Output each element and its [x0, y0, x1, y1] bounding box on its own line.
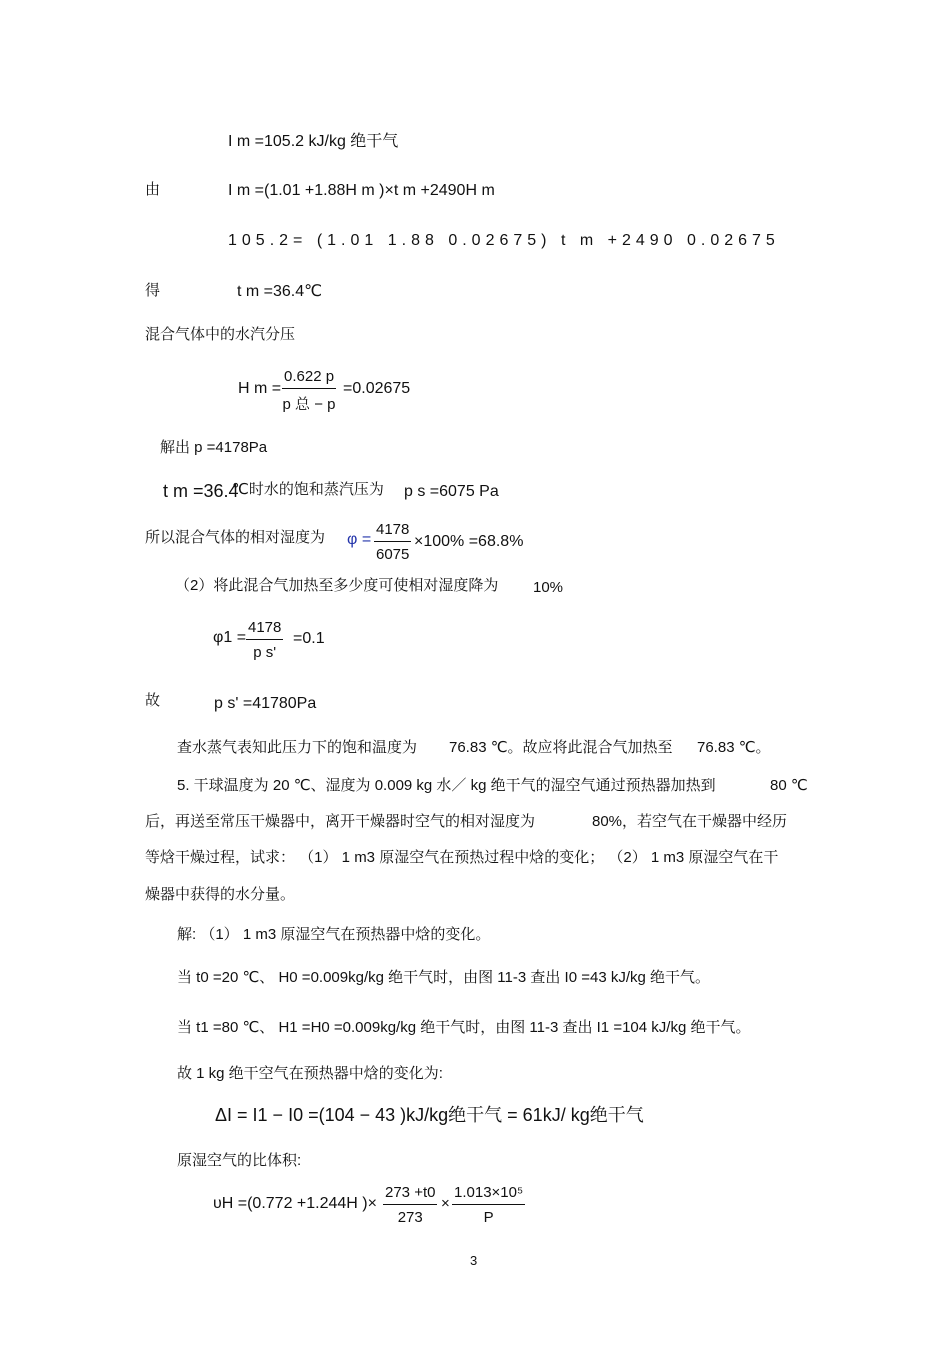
lookup-a: 查水蒸气表知此压力下的饱和温度为 [177, 739, 418, 756]
lookup-c: 76.83 ℃。 [697, 739, 771, 756]
vh-numerator-1: 273 +t0 [383, 1184, 437, 1205]
rh-intro: 所以混合气体的相对湿度为 [145, 529, 326, 546]
specific-volume-intro: 原湿空气的比体积: [177, 1152, 302, 1169]
vh-numerator-2: 1.013×10⁵ [452, 1184, 525, 1205]
problem5-line1a: 5. 干球温度为 20 ℃、湿度为 0.009 kg 水／ kg 绝干气的湿空气通过预热器加热到 [177, 777, 716, 794]
substitution-line: 105.2= (1.01 1.88 0.02675) t m +2490 0.02675 [228, 232, 780, 249]
label-gu: 故 [145, 692, 161, 709]
label-de: 得 [145, 282, 161, 299]
phi1-fraction [246, 619, 283, 661]
vh-fraction-1 [383, 1184, 437, 1226]
problem5-line3: 等焓干燥过程，试求： （1） 1 m3 原湿空气在预热过程中焓的变化； （2） 1 m3 原湿空气在干 [145, 849, 779, 866]
im-value-line: I m =105.2 kJ/kg 绝干气 [228, 133, 399, 150]
phi1-rhs: =0.1 [293, 630, 325, 647]
problem5-line1b: 80 ℃ [770, 777, 808, 794]
tm-sat-a: t m =36.4 [163, 481, 239, 501]
tm-result: t m =36.4℃ [237, 283, 323, 300]
vh-denominator-2: P [483, 1209, 494, 1226]
tm-sat-b: ℃时水的饱和蒸汽压为 [232, 481, 384, 498]
question-2-value: 10% [533, 579, 564, 596]
problem5-line2a: 后，再送至常压干燥器中，离开干燥器时空气的相对湿度为 [145, 813, 536, 830]
hm-rhs: =0.02675 [343, 380, 411, 397]
hm-lhs: H m = [238, 380, 282, 397]
phi-numerator: 4178 [374, 521, 411, 542]
problem5-line2b: 80%，若空气在干燥器中经历 [592, 813, 788, 830]
ps-value: p s =6075 Pa [404, 483, 499, 500]
label-you: 由 [145, 181, 161, 198]
phi-fraction [374, 521, 411, 563]
solution-t1: 当 t1 =80 ℃、 H1 =H0 =0.009kg/kg 绝干气时，由图 11-3 查出 I1 =104 kJ/kg 绝干气。 [177, 1019, 751, 1036]
vh-fraction-2 [452, 1184, 525, 1226]
solution-t0: 当 t0 =20 ℃、 H0 =0.009kg/kg 绝干气时，由图 11-3 查出 I0 =43 kJ/kg 绝干气。 [177, 969, 711, 986]
delta-equation: ΔI = I1 − I0 =(104 − 43 )kJ/kg绝干气 = 61kJ/ kg绝干气 [215, 1105, 644, 1125]
hm-fraction [282, 368, 336, 414]
phi1-lhs: φ1 = [213, 629, 247, 646]
delta-intro: 故 1 kg 绝干空气在预热器中焓的变化为: [177, 1065, 443, 1082]
phi1-numerator: 4178 [246, 619, 283, 640]
im-formula: I m =(1.01 +1.88H m )×t m +2490H m [228, 182, 495, 199]
solution-1: 解: （1） 1 m3 原湿空气在预热器中焓的变化。 [177, 926, 491, 943]
solve-p: 解出 p =4178Pa [160, 439, 268, 456]
ps-new: p s' =41780Pa [214, 695, 317, 712]
partial-pressure-intro: 混合气体中的水汽分压 [145, 326, 296, 343]
phi1-denominator: p s' [253, 644, 277, 661]
problem5-line4: 燥器中获得的水分量。 [145, 886, 296, 903]
hm-denominator: p 总 − p [282, 396, 336, 413]
phi-denominator: 6075 [376, 546, 410, 563]
hm-numerator: 0.622 p [282, 368, 336, 389]
vh-times: × [441, 1195, 450, 1212]
lookup-b: 76.83 ℃。故应将此混合气加热至 [449, 739, 673, 756]
phi-lhs: φ = [347, 531, 372, 548]
page-number: 3 [470, 1253, 478, 1268]
vh-lhs: υH =(0.772 +1.244H )× [213, 1195, 377, 1212]
vh-denominator-1: 273 [397, 1209, 423, 1226]
phi-rhs: ×100% =68.8% [414, 533, 524, 550]
question-2: （2）将此混合气加热至多少度可使相对湿度降为 [175, 577, 499, 594]
